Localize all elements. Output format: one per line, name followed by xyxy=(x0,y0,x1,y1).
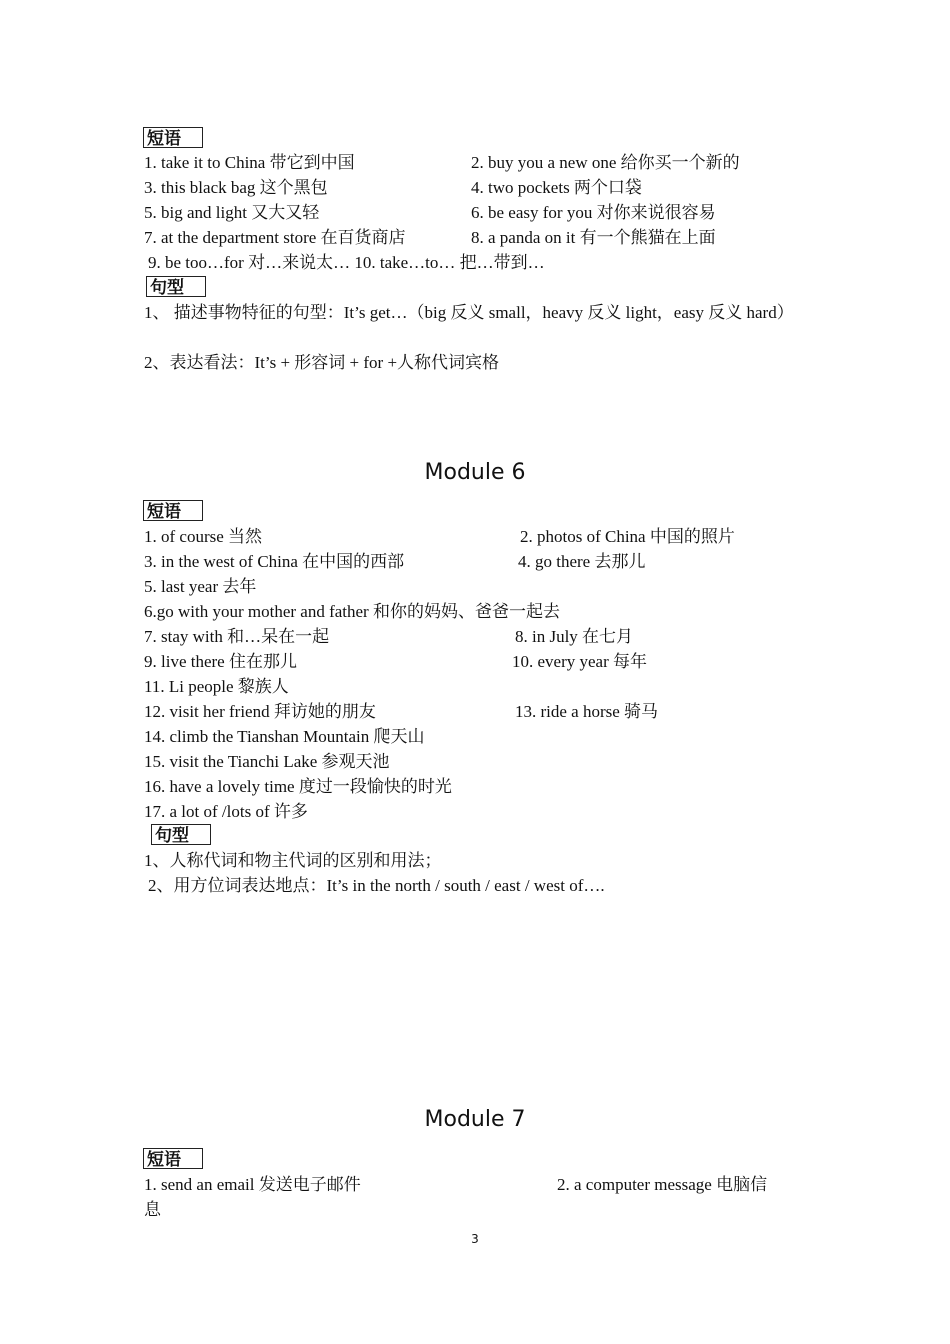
phrase-item: 4. two pockets 两个口袋 xyxy=(471,178,642,197)
pattern-item: 1、人称代词和物主代词的区别和用法； xyxy=(144,851,442,870)
patterns-heading: 句型 xyxy=(151,824,211,845)
phrase-item: 1. of course 当然 xyxy=(144,527,263,546)
module-title: Module 7 xyxy=(424,1107,526,1132)
module-title: Module 6 xyxy=(424,460,526,485)
phrase-item: 15. visit the Tianchi Lake 参观天池 xyxy=(144,752,390,771)
phrase-item: 6.go with your mother and father 和你的妈妈、爸爸一起去 xyxy=(144,602,560,621)
phrases-heading: 短语 xyxy=(143,500,203,521)
phrase-item: 7. stay with 和…呆在一起 xyxy=(144,627,330,646)
phrase-item: 息 xyxy=(144,1200,161,1219)
phrase-item: 7. at the department store 在百货商店 xyxy=(144,228,406,247)
phrase-item: 5. big and light 又大又轻 xyxy=(144,203,320,222)
phrase-item: 2. a computer message 电脑信 xyxy=(557,1175,768,1194)
phrase-item: 10. every year 每年 xyxy=(512,652,648,671)
phrase-item: 6. be easy for you 对你来说很容易 xyxy=(471,203,716,222)
phrase-item: 3. this black bag 这个黑包 xyxy=(144,178,328,197)
pattern-item: 2、用方位词表达地点：It’s in the north / south / east / west of…. xyxy=(148,876,605,895)
phrase-item: 11. Li people 黎族人 xyxy=(144,677,289,696)
pattern-item: 1、 描述事物特征的句型：It’s get…（big 反义 small，heavy 反义 light，easy 反义 hard） xyxy=(144,303,794,322)
phrase-item: 5. last year 去年 xyxy=(144,577,257,596)
phrase-item: 1. send an email 发送电子邮件 xyxy=(144,1175,361,1194)
pattern-item: 2、表达看法：It’s + 形容词 + for +人称代词宾格 xyxy=(144,353,500,372)
phrase-item: 2. photos of China 中国的照片 xyxy=(520,527,735,546)
phrases-heading: 短语 xyxy=(143,1148,203,1169)
phrase-item: 3. in the west of China 在中国的西部 xyxy=(144,552,405,571)
patterns-heading: 句型 xyxy=(146,276,206,297)
phrase-item: 1. take it to China 带它到中国 xyxy=(144,153,355,172)
phrase-item: 4. go there 去那儿 xyxy=(518,552,646,571)
phrase-item: 16. have a lovely time 度过一段愉快的时光 xyxy=(144,777,452,796)
phrase-item: 8. a panda on it 有一个熊猫在上面 xyxy=(471,228,716,247)
phrase-item: 17. a lot of /lots of 许多 xyxy=(144,802,308,821)
phrase-item: 9. be too…for 对…来说太… 10. take…to… 把…带到… xyxy=(148,253,545,272)
phrase-item: 13. ride a horse 骑马 xyxy=(515,702,659,721)
phrase-item: 2. buy you a new one 给你买一个新的 xyxy=(471,153,740,172)
page-number: 3 xyxy=(471,1232,479,1246)
phrase-item: 14. climb the Tianshan Mountain 爬天山 xyxy=(144,727,425,746)
phrases-heading: 短语 xyxy=(143,127,203,148)
phrase-item: 8. in July 在七月 xyxy=(515,627,634,646)
phrase-item: 12. visit her friend 拜访她的朋友 xyxy=(144,702,376,721)
phrase-item: 9. live there 住在那儿 xyxy=(144,652,297,671)
